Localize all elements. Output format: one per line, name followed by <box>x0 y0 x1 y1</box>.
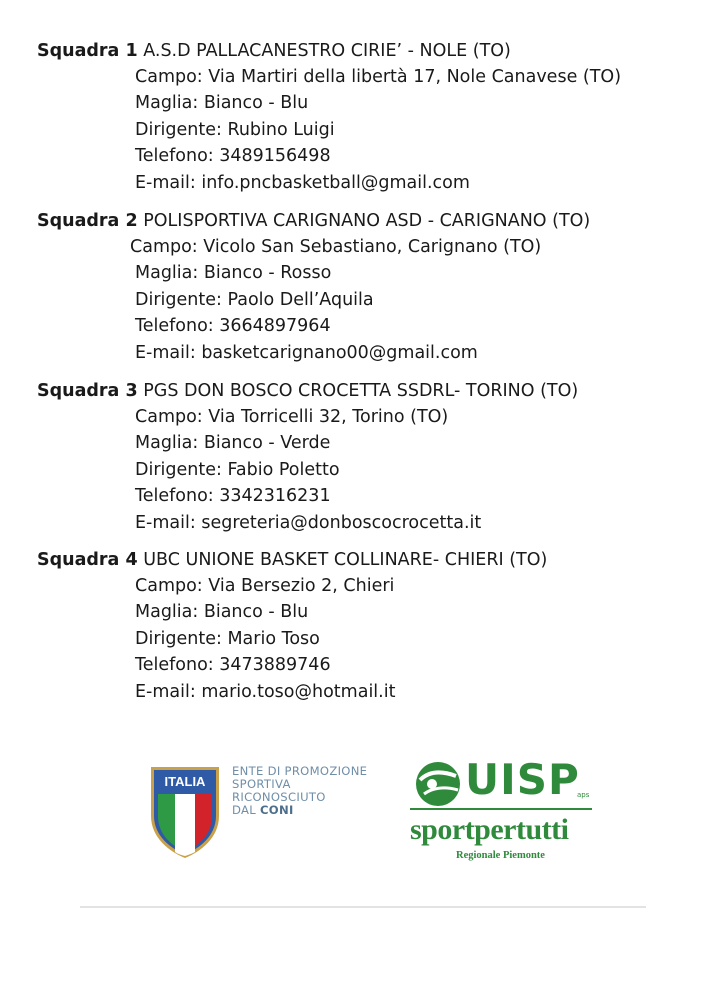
uisp-slogan: sportpertutti <box>410 813 569 846</box>
coni-bold: CONI <box>260 803 294 817</box>
team-maglia: Maglia: Bianco - Blu <box>135 602 309 623</box>
team-3 <box>37 378 697 536</box>
uisp-divider <box>410 808 592 810</box>
team-name: POLISPORTIVA CARIGNANO ASD - CARIGNANO (TO) <box>143 211 591 231</box>
uisp-region: Regionale Piemonte <box>456 850 545 861</box>
team-name: UBC UNIONE BASKET COLLINARE- CHIERI (TO) <box>143 550 548 570</box>
coni-caption <box>232 765 402 817</box>
team-label: Squadra 3 <box>37 381 138 401</box>
team-label: Squadra 2 <box>37 211 138 231</box>
team-campo: Campo: Via Bersezio 2, Chieri <box>135 576 395 596</box>
coni-prefix: DAL <box>232 803 260 817</box>
team-campo: Campo: Via Torricelli 32, Torino (TO) <box>135 407 449 427</box>
team-name: PGS DON BOSCO CROCETTA SSDRL- TORINO (TO) <box>143 381 579 401</box>
coni-line: SPORTIVA <box>232 777 291 791</box>
coni-line: ENTE DI PROMOZIONE <box>232 764 368 778</box>
team-maglia: Maglia: Bianco - Verde <box>135 433 331 454</box>
team-email: E-mail: basketcarignano00@gmail.com <box>135 342 478 363</box>
team-dirigente: Dirigente: Fabio Poletto <box>135 459 340 480</box>
team-telefono: Telefono: 3342316231 <box>135 486 331 507</box>
coni-shield-logo <box>148 764 222 860</box>
sponsor-logos <box>80 748 646 908</box>
team-1 <box>37 38 697 196</box>
team-header <box>37 38 697 64</box>
team-telefono: Telefono: 3664897964 <box>135 316 331 337</box>
team-maglia: Maglia: Bianco - Rosso <box>135 263 332 284</box>
coni-line <box>232 804 402 817</box>
team-4 <box>37 547 697 705</box>
team-label: Squadra 4 <box>37 550 138 570</box>
team-2 <box>37 208 697 366</box>
team-email: E-mail: info.pncbasketball@gmail.com <box>135 172 470 193</box>
team-header <box>37 208 697 234</box>
team-email: E-mail: segreteria@donboscocrocetta.it <box>135 512 482 533</box>
team-telefono: Telefono: 3473889746 <box>135 655 331 676</box>
team-dirigente: Dirigente: Rubino Luigi <box>135 119 335 140</box>
team-telefono: Telefono: 3489156498 <box>135 146 331 167</box>
team-campo: Campo: Vicolo San Sebastiano, Carignano (TO) <box>130 237 542 257</box>
team-maglia: Maglia: Bianco - Blu <box>135 93 309 114</box>
team-header <box>37 378 697 404</box>
team-dirigente: Dirigente: Paolo Dell’Aquila <box>135 289 374 310</box>
team-campo: Campo: Via Martiri della libertà 17, Nole Canavese (TO) <box>135 67 622 87</box>
uisp-aps: aps <box>577 791 590 799</box>
team-label: Squadra 1 <box>37 41 138 61</box>
team-dirigente: Dirigente: Mario Toso <box>135 628 320 649</box>
team-name: A.S.D PALLACANESTRO CIRIE’ - NOLE (TO) <box>143 41 511 61</box>
team-email: E-mail: mario.toso@hotmail.it <box>135 681 396 702</box>
coni-line: RICONOSCIUTO <box>232 790 326 804</box>
team-header <box>37 547 697 573</box>
uisp-ball-icon <box>410 754 470 810</box>
uisp-wordmark: UISP <box>465 755 580 804</box>
coni-shield-text: ITALIA <box>164 774 206 789</box>
